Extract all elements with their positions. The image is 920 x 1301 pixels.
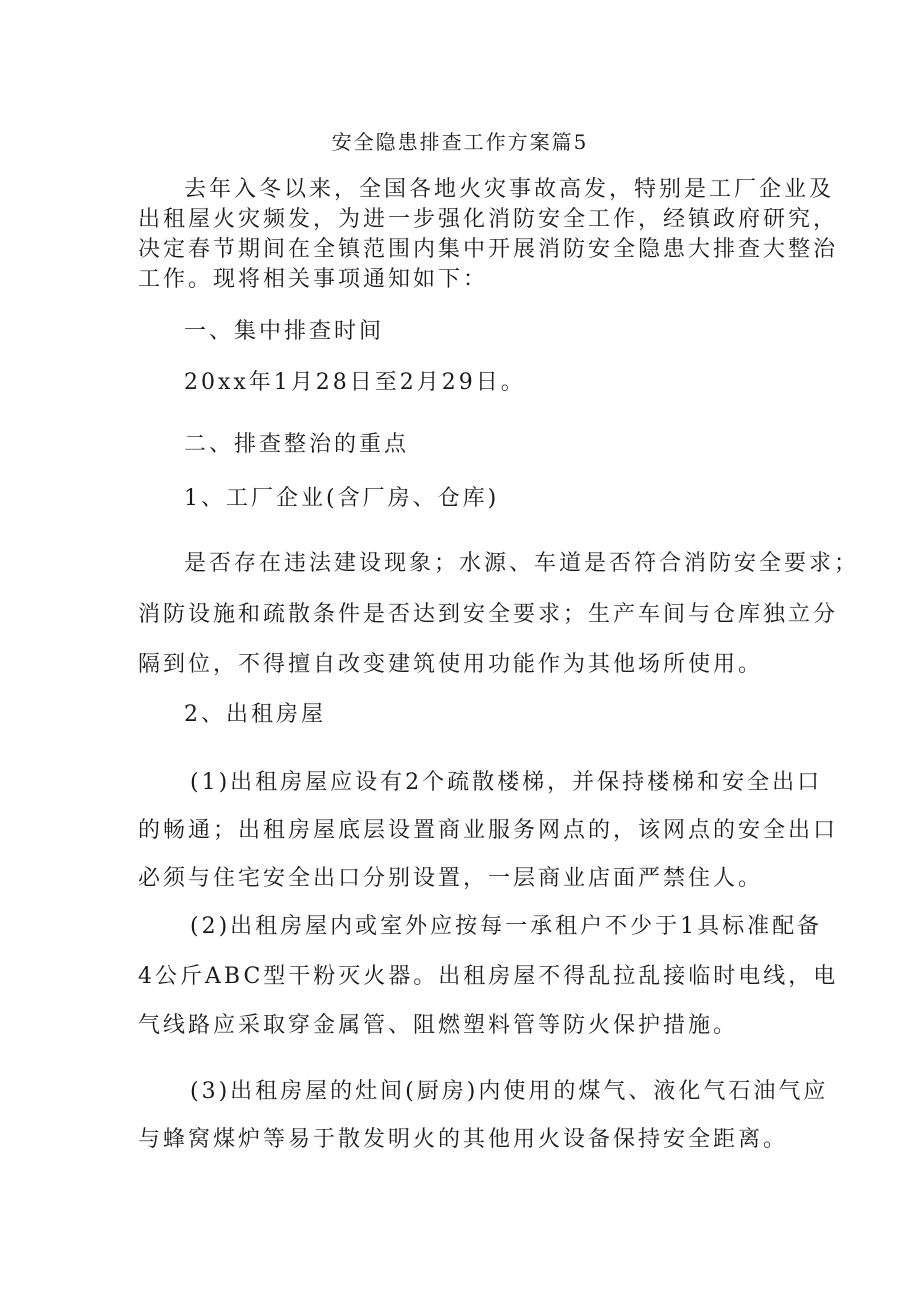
point3-line-2: 与蜂窝煤炉等易于散发明火的其他用火设备保持安全距离。 <box>138 1127 789 1152</box>
item1-line-2: 消防设施和疏散条件是否达到安全要求；生产车间与仓库独立分 <box>138 602 839 627</box>
intro-line-2: 出租屋火灾频发，为进一步强化消防安全工作，经镇政府研究， <box>138 207 839 232</box>
point2-line-2: 4公斤ABC型干粉灭火器。出租房屋不得乱拉乱接临时电线，电 <box>138 964 839 989</box>
point1-line-3: 必须与住宅安全出口分别设置，一层商业店面严禁住人。 <box>138 866 764 891</box>
item1-heading: 1、工厂企业(含厂房、仓库) <box>184 486 500 511</box>
intro-line-4: 工作。现将相关事项通知如下： <box>138 267 489 292</box>
intro-line-3: 决定春节期间在全镇范围内集中开展消防安全隐患大排查大整治 <box>138 237 839 262</box>
point2-line-3: 气线路应采取穿金属管、阻燃塑料管等防火保护措施。 <box>138 1013 739 1038</box>
point3-line-1: (3)出租房屋的灶间(厨房)内使用的煤气、液化气石油气应 <box>190 1079 829 1104</box>
point2-line-1: (2)出租房屋内或室外应按每一承租户不少于1具标准配备 <box>190 914 823 939</box>
point1-line-1: (1)出租房屋应设有2个疏散楼梯，并保持楼梯和安全出口 <box>190 770 823 795</box>
item2-heading: 2、出租房屋 <box>184 702 326 727</box>
intro-line-1: 去年入冬以来，全国各地火灾事故高发，特别是工厂企业及 <box>184 177 835 202</box>
section2-heading: 二、排查整治的重点 <box>184 432 410 457</box>
section1-body: 20xx年1月28日至2月29日。 <box>184 370 526 395</box>
section1-heading: 一、集中排查时间 <box>184 319 385 344</box>
item1-line-3: 隔到位，不得擅自改变建筑使用功能作为其他场所使用。 <box>138 652 764 677</box>
point1-line-2: 的畅通；出租房屋底层设置商业服务网点的，该网点的安全出口 <box>138 818 839 843</box>
document-title: 安全隐患排查工作方案篇5 <box>331 130 589 154</box>
item1-line-1: 是否存在违法建设现象；水源、车道是否符合消防安全要求； <box>184 551 860 576</box>
